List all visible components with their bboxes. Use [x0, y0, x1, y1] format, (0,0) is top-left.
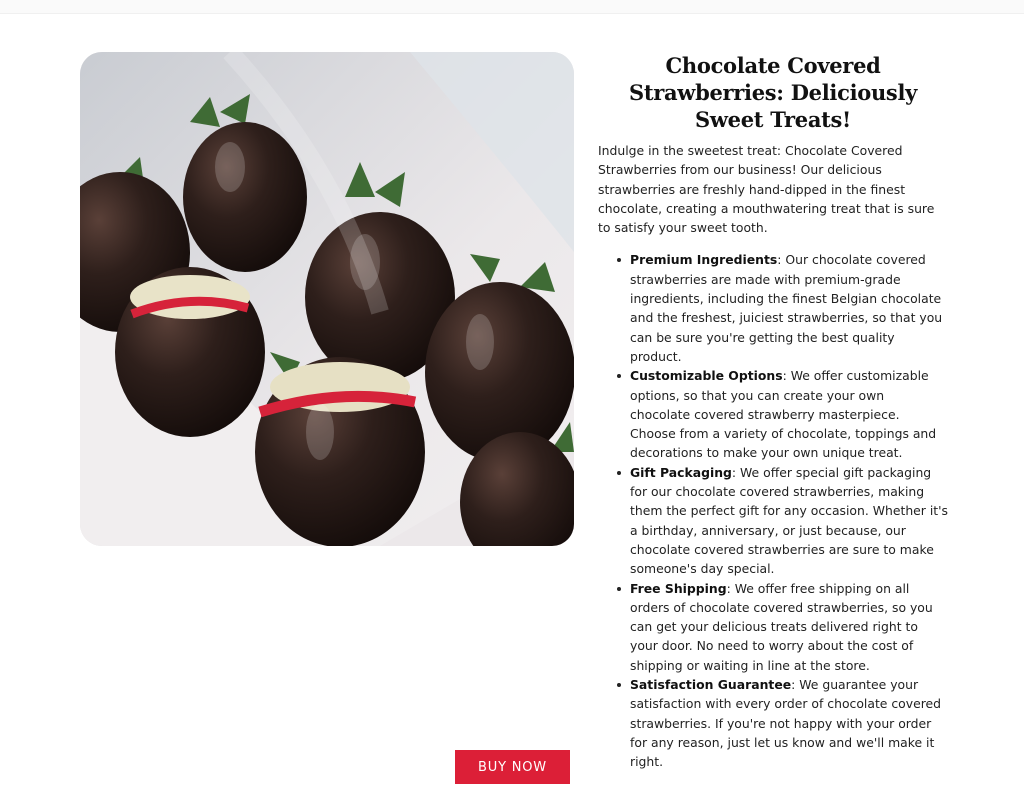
top-bar: [0, 0, 1024, 14]
feature-item: [630, 675, 948, 771]
feature-item: [630, 463, 948, 579]
feature-term: Premium Ingredients: [630, 252, 778, 268]
feature-text: : Our chocolate covered strawberries are made with premium-grade ingredients, including the finest Belgian chocolate and the freshest, juiciest strawberries, so that you can be sure you're getting the best quality product.: [630, 252, 943, 364]
feature-list: [598, 250, 948, 771]
feature-term: Satisfaction Guarantee: [630, 677, 792, 693]
feature-text: : We offer free shipping on all orders of chocolate covered strawberries, so you can get your delicious treats delivered right to your door. No need to worry about the cost of shipping or waiting in line at the store.: [630, 580, 933, 673]
product-title: Chocolate Covered Strawberries: Deliciously Sweet Treats!: [628, 53, 918, 132]
feature-item: [630, 250, 948, 366]
product-description: [598, 52, 948, 772]
product-intro: Indulge in the sweetest treat: Chocolate Covered Strawberries from our business! Our delicious strawberries are freshly hand-dipped in the finest chocolate, creating a mouthwatering treat that is sure to satisfy your sweet tooth.: [598, 143, 935, 236]
product-image: [80, 52, 574, 546]
feature-item: [630, 366, 948, 462]
feature-term: Gift Packaging: [630, 464, 732, 480]
feature-term: Customizable Options: [630, 368, 783, 384]
feature-item: [630, 579, 948, 675]
feature-term: Free Shipping: [630, 580, 727, 596]
feature-text: : We offer customizable options, so that you can create your own chocolate covered strawberry masterpiece. Choose from a variety of chocolate, toppings and decorations to make your own unique treat.: [630, 368, 937, 461]
feature-text: : We offer special gift packaging for our chocolate covered strawberries, making them the perfect gift for any occasion. Whether it's a birthday, anniversary, or just because, our chocolate covered strawberries are sure to make someone's day special.: [630, 464, 948, 577]
buy-now-button[interactable]: BUY NOW: [455, 750, 570, 784]
feature-text: : We guarantee your satisfaction with every order of chocolate covered strawberries. If you're not happy with your order for any reason, just let us know and we'll make it right.: [630, 677, 942, 770]
